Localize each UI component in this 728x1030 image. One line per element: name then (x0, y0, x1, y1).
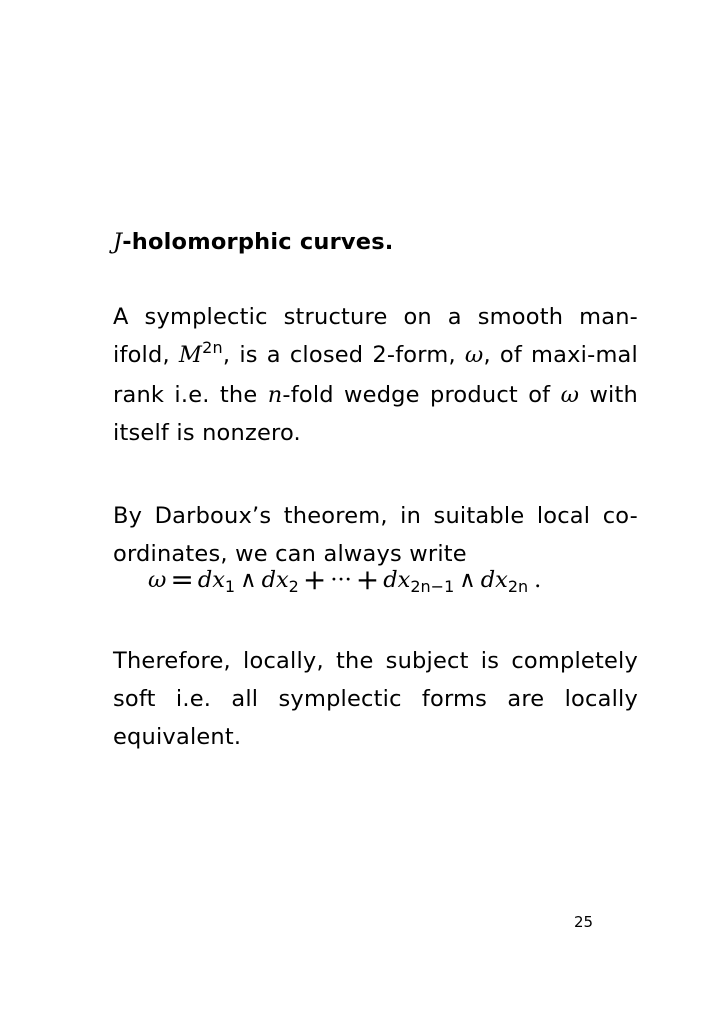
eq-period: . (534, 567, 542, 593)
eq-omega: ω (148, 567, 167, 593)
page-number: 25 (574, 913, 594, 931)
manifold-dimension: 2n (202, 338, 223, 357)
eq-dx-4: dx (480, 567, 508, 593)
title-text: -holomorphic curves. (122, 229, 394, 255)
eq-plus-1: + (302, 563, 327, 596)
paragraph-locally-soft: Therefore, locally, the subject is completely soft i.e. all symplectic forms are locally equivalent. (113, 648, 638, 750)
para1-text-1: A symplectic structure on a smooth man-ifold, (113, 304, 638, 368)
omega-symbol: ω (464, 342, 484, 368)
paragraph-symplectic-definition (113, 298, 638, 452)
darboux-equation (148, 560, 541, 602)
omega-symbol-2: ω (560, 382, 580, 408)
para1-text-4: -fold wedge product of (282, 382, 561, 408)
eq-sub-3: 2n−1 (410, 577, 455, 596)
para1-text-3: , of maxi-mal rank i.e. the (113, 342, 638, 408)
eq-dx-2: dx (261, 567, 289, 593)
eq-cdots: ··· (330, 567, 352, 593)
eq-dx-3: dx (383, 567, 411, 593)
para1-text-2: , is a closed 2-form, (222, 342, 465, 368)
eq-wedge-1: ∧ (240, 567, 257, 593)
eq-plus-2: + (355, 563, 380, 596)
eq-sub-2: 2 (288, 577, 299, 596)
manifold-symbol: M (178, 342, 203, 368)
eq-equals: = (170, 563, 194, 596)
eq-sub-4: 2n (507, 577, 529, 596)
eq-wedge-2: ∧ (459, 567, 476, 593)
section-title (113, 223, 638, 261)
title-variable: J (113, 229, 123, 255)
eq-sub-1: 1 (224, 577, 236, 596)
para1-text-5: with itself is nonzero. (113, 382, 638, 446)
eq-dx-1: dx (197, 567, 225, 593)
n-symbol: n (267, 382, 283, 408)
paragraph-darboux: By Darboux’s theorem, in suitable local co-ordinates, we can always write (113, 503, 638, 567)
